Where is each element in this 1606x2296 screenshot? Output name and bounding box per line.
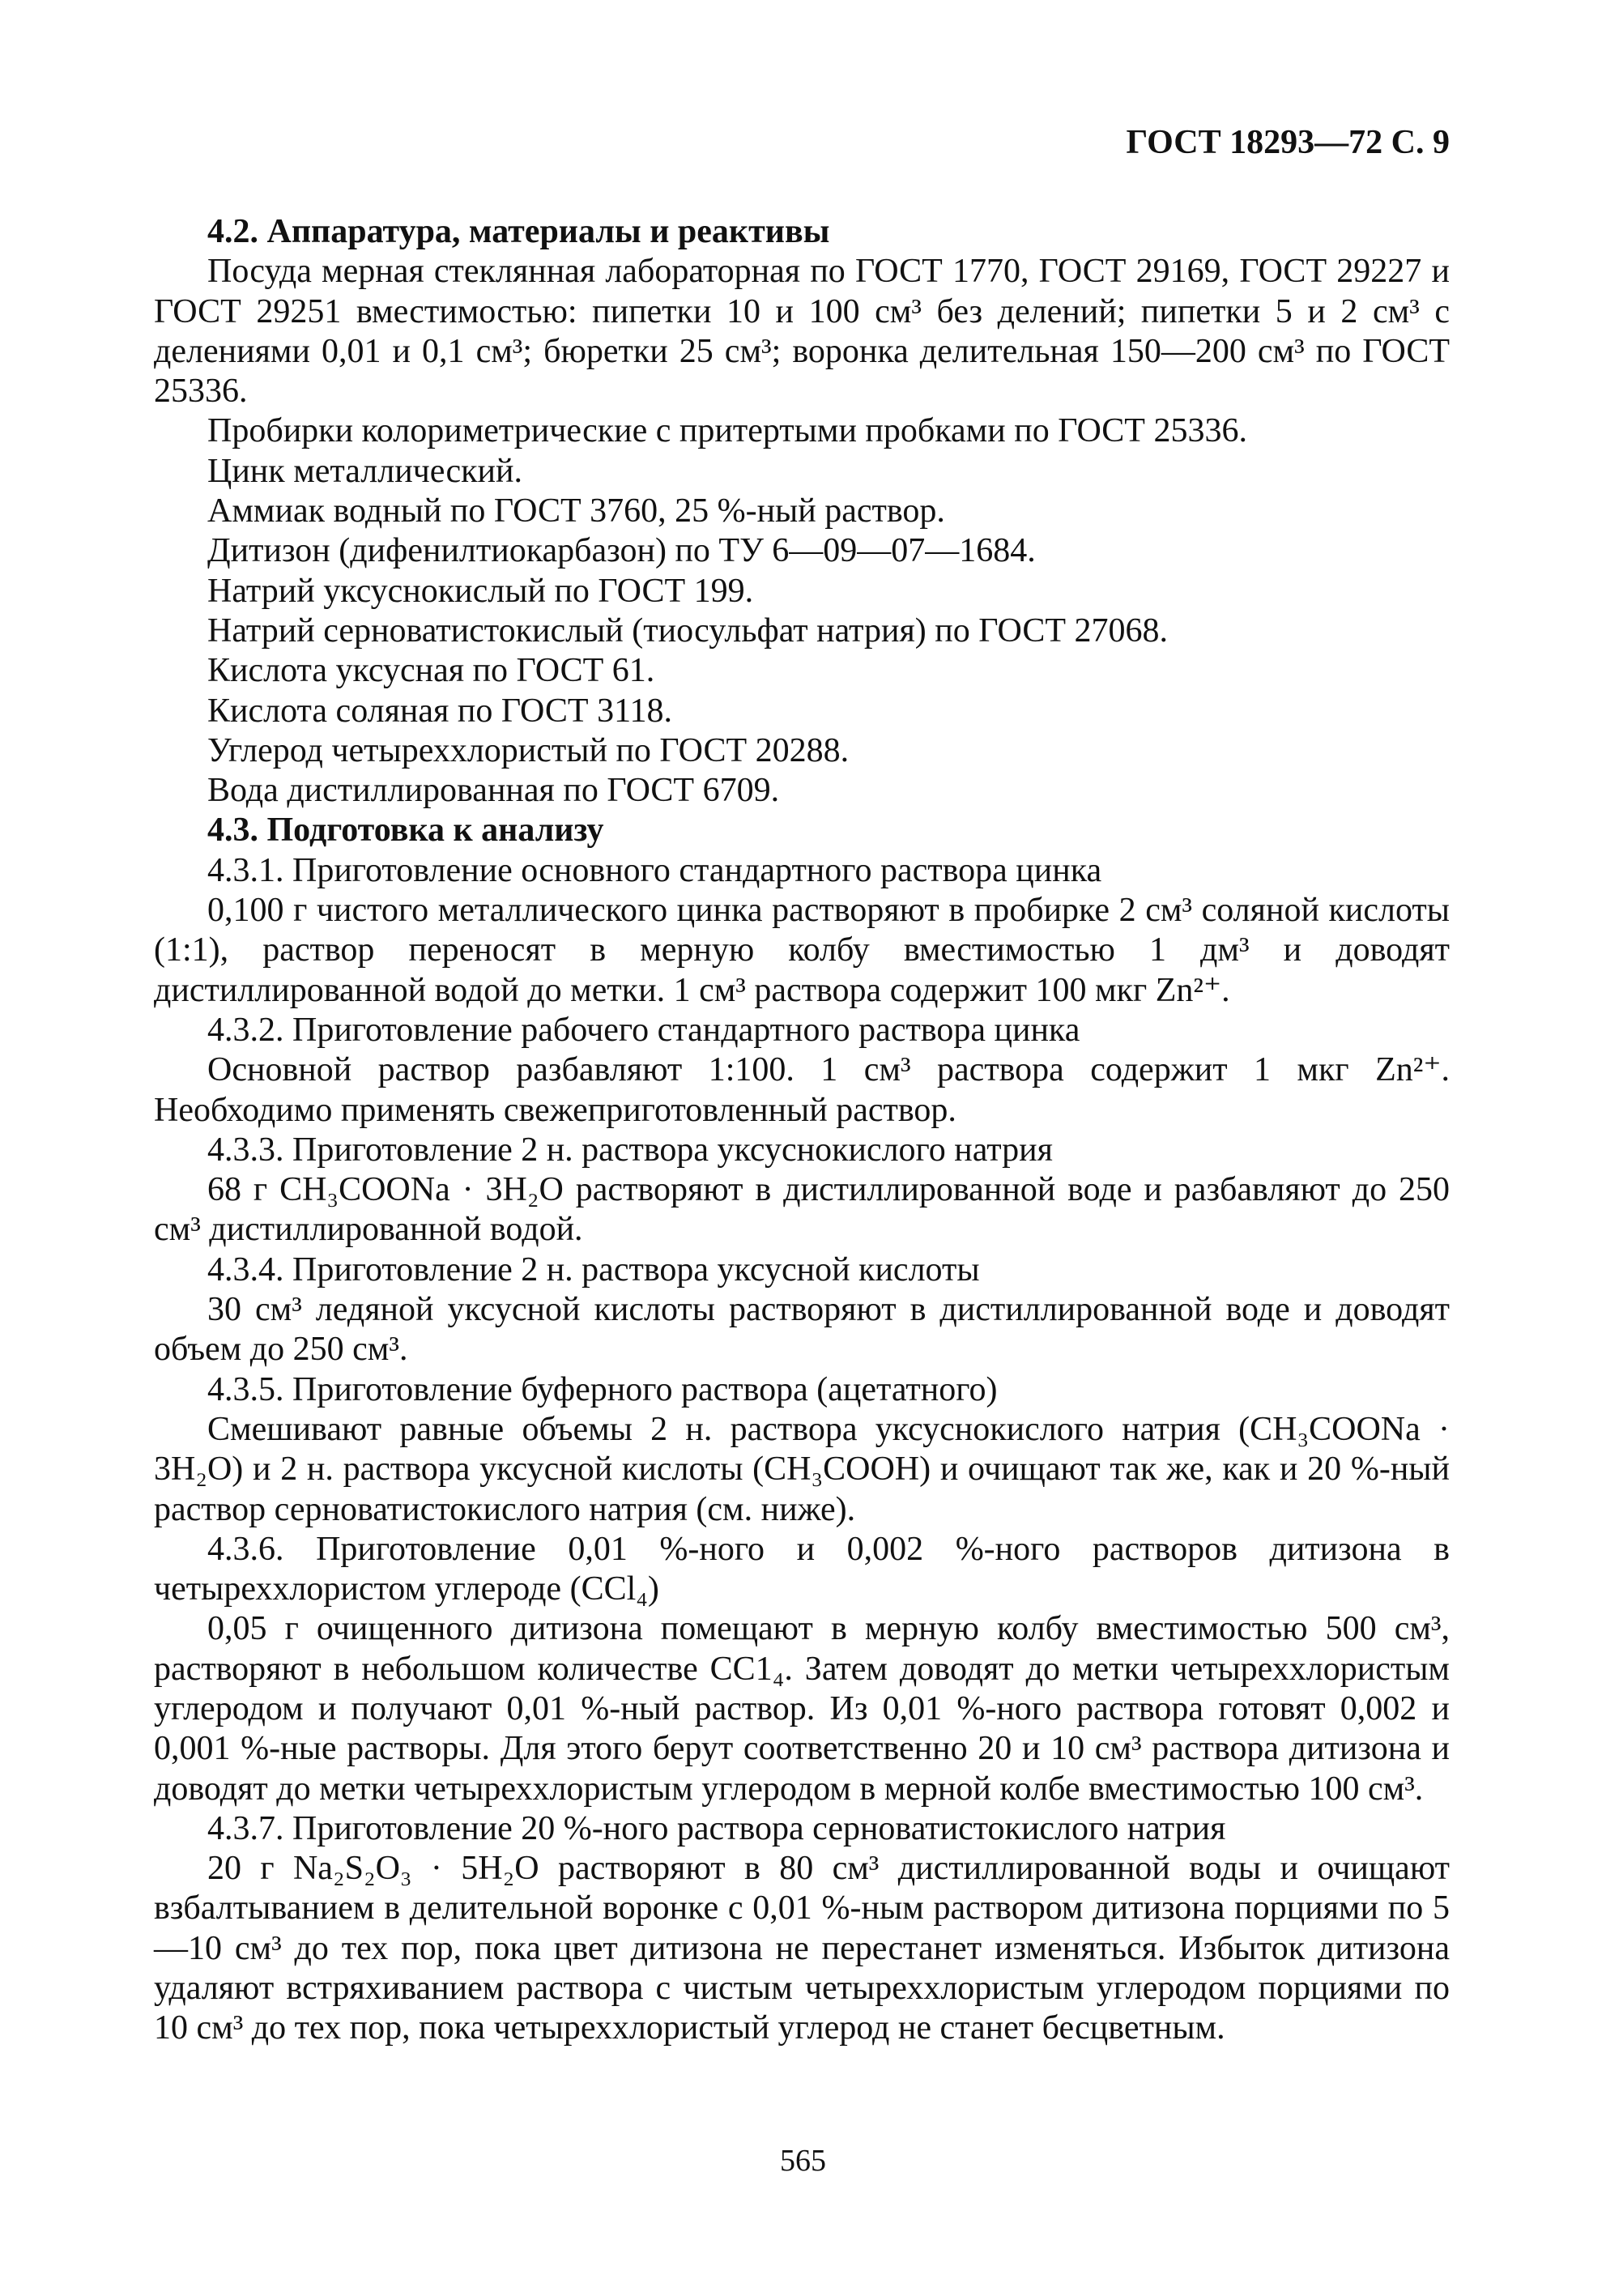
subsection-title: 4.3.7. Приготовление 20 %-ного раствора серноватистокислого натрия bbox=[207, 1809, 1226, 1847]
subsection-paragraph: 68 г CH₃COONa · 3H₂O растворяют в дистиллированной воде и разбавляют до 250 см³ дистиллированной водой. bbox=[154, 1171, 1450, 1249]
subsection-title: 4.3.6. Приготовление 0,01 %-ного и 0,002 %-ного растворов дитизона в четыреххлористом углероде (CCl₄) bbox=[154, 1530, 1450, 1608]
document-body bbox=[154, 212, 1450, 2049]
subsection-paragraph: 30 см³ ледяной уксусной кислоты растворяют в дистиллированной воде и доводят объем до 250 см³. bbox=[154, 1291, 1450, 1369]
subsection-title: 4.3.3. Приготовление 2 н. раствора уксуснокислого натрия bbox=[207, 1131, 1053, 1169]
subsection-paragraph: Основной раствор разбавляют 1:100. 1 см³ раствора содержит 1 мкг Zn²⁺. Необходимо применять свежеприготовленный раствор. bbox=[154, 1051, 1450, 1129]
materials-item: Углерод четыреххлористый по ГОСТ 20288. bbox=[207, 731, 850, 769]
subsection-paragraph: 0,05 г очищенного дитизона помещают в мерную колбу вместимостью 500 см³, растворяют в небольшом количестве CC1₄. Затем доводят до метки четыреххлористым углеродом и получают 0,01 %-ный раствор. Из 0,01 %-ного раствора готовят 0,002 и 0,001 %-ные растворы. Для этого берут соответственно 20 и 10 см³ раствора дитизона и доводят до метки четыреххлористым углеродом в мерной колбе вместимостью 100 см³. bbox=[154, 1610, 1450, 1808]
subsection-paragraph: 0,100 г чистого металлического цинка растворяют в пробирке 2 см³ соляной кислоты (1:1), раствор переносят в мерную колбу вместимостью 1 дм³ и доводят дистиллированной водой до метки. 1 см³ раствора содержит 100 мкг Zn²⁺. bbox=[154, 892, 1450, 1009]
subsection-title: 4.3.1. Приготовление основного стандартного раствора цинка bbox=[207, 851, 1102, 889]
materials-item: Кислота соляная по ГОСТ 3118. bbox=[207, 692, 673, 730]
materials-item: Натрий серноватистокислый (тиосульфат натрия) по ГОСТ 27068. bbox=[207, 611, 1169, 650]
materials-item: Аммиак водный по ГОСТ 3760, 25 %-ный раствор. bbox=[207, 492, 945, 530]
page-content bbox=[154, 121, 1450, 2049]
running-header: ГОСТ 18293—72 С. 9 bbox=[1126, 124, 1450, 161]
page-number: 565 bbox=[780, 2144, 826, 2178]
subsection-title: 4.3.4. Приготовление 2 н. раствора уксусной кислоты bbox=[207, 1250, 980, 1289]
subsection-paragraph: Смешивают равные объемы 2 н. раствора уксуснокислого натрия (CH₃COONa · 3H₂O) и 2 н. раствора уксусной кислоты (CH₃COOH) и очищают так же, как и 20 %-ный раствор серноватистокислого натрия (см. ниже). bbox=[154, 1410, 1450, 1528]
subsection-paragraph: 20 г Na₂S₂O₃ · 5H₂O растворяют в 80 см³ дистиллированной воды и очищают взбалтыванием в делительной воронке с 0,01 %-ным раствором дитизона порциями по 5—10 см³ до тех пор, пока цвет дитизона не перестанет изменяться. Избыток дитизона удаляют встряхиванием раствора с чистым четыреххлористым углеродом порциями по 10 см³ до тех пор, пока четыреххлористый углерод не станет бесцветным. bbox=[154, 1850, 1450, 2047]
subsection-title: 4.3.5. Приготовление буферного раствора (ацетатного) bbox=[207, 1370, 998, 1408]
materials-item: Пробирки колориметрические с притертыми пробками по ГОСТ 25336. bbox=[207, 412, 1247, 450]
materials-item: Посуда мерная стеклянная лабораторная по ГОСТ 1770, ГОСТ 29169, ГОСТ 29227 и ГОСТ 29251 вместимостью: пипетки 10 и 100 см³ без делений; пипетки 5 и 2 см³ с делениями 0,01 и 0,1 см³; бюретки 25 см³; воронка делительная 150—200 см³ по ГОСТ 25336. bbox=[154, 253, 1450, 411]
materials-item: Натрий уксуснокислый по ГОСТ 199. bbox=[207, 572, 754, 610]
section-heading-4-2: 4.2. Аппаратура, материалы и реактивы bbox=[207, 213, 830, 250]
materials-item: Вода дистиллированная по ГОСТ 6709. bbox=[207, 772, 780, 810]
materials-item: Цинк металлический. bbox=[207, 452, 522, 490]
materials-item: Кислота уксусная по ГОСТ 61. bbox=[207, 652, 655, 690]
materials-item: Дитизон (дифенилтиокарбазон) по ТУ 6—09—07—1684. bbox=[207, 532, 1036, 570]
section-heading-4-3: 4.3. Подготовка к анализу bbox=[207, 811, 604, 850]
subsection-title: 4.3.2. Приготовление рабочего стандартного раствора цинка bbox=[207, 1011, 1080, 1049]
